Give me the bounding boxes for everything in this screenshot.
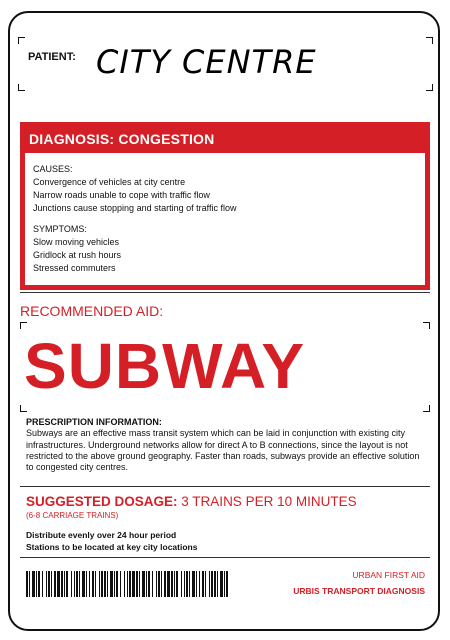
corner-mark [426,84,433,91]
patient-label: PATIENT: [28,51,76,63]
patient-name: CITY CENTRE [96,43,317,81]
corner-mark [20,405,27,412]
prescription-line: restricted to the above ground geography. Faster than roads, subways provide an effective solution [26,450,420,461]
dosage-note: Distribute evenly over 24 hour period [26,530,177,540]
prescription-info [26,417,426,473]
prescription-heading: PRESCRIPTION INFORMATION: [26,417,162,427]
causes-heading: CAUSES: [33,164,73,174]
dosage-notes [26,529,197,553]
aid-name: SUBWAY [24,330,306,402]
cause-item: Narrow roads unable to cope with traffic flow [33,190,210,200]
corner-mark [18,37,25,44]
diagnosis-title: DIAGNOSIS: CONGESTION [25,127,425,153]
symptom-item: Stressed commuters [33,263,116,273]
footer-brand: URBAN FIRST AID [352,570,425,580]
symptom-item: Gridlock at rush hours [33,250,122,260]
diagnosis-box [20,122,430,290]
divider [20,557,430,558]
dosage-subtext: (6-8 CARRIAGE TRAINS) [26,511,119,520]
dosage-value: 3 TRAINS PER 10 MINUTES [181,494,357,509]
footer-subtitle: URBIS TRANSPORT DIAGNOSIS [293,586,425,596]
divider [20,292,430,293]
recommended-aid-label: RECOMMENDED AID: [20,303,164,319]
cause-item: Junctions cause stopping and starting of traffic flow [33,203,237,213]
corner-mark [18,84,25,91]
prescription-line: infrastructures. Underground networks allow for direct A to B connections, since the layout is not [26,439,408,450]
corner-mark [423,322,430,329]
patient-row [18,37,433,91]
prescription-line: to congested city centres. [26,462,129,473]
prescription-line: Subways are an effective mass transit system which can be laid in conjunction with existing city [26,428,406,439]
symptom-item: Slow moving vehicles [33,237,120,247]
divider [20,486,430,487]
cause-item: Convergence of vehicles at city centre [33,177,186,187]
dosage-note: Stations to be located at key city locations [26,542,198,552]
dosage-label: SUGGESTED DOSAGE: [26,494,178,509]
corner-mark [426,37,433,44]
barcode-icon [26,571,230,597]
corner-mark [20,322,27,329]
symptoms-heading: SYMPTOMS: [33,224,87,234]
dosage-heading [26,494,357,509]
corner-mark [423,405,430,412]
